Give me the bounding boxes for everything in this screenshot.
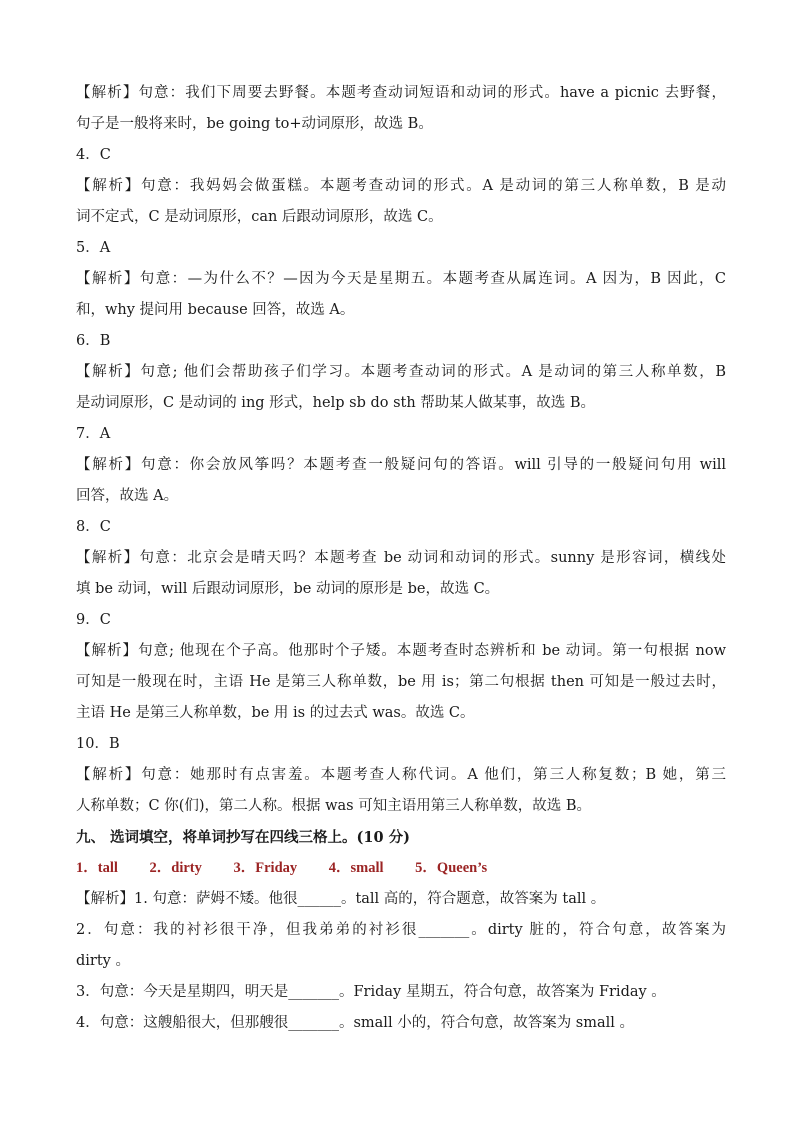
text-line: 【解析】句意：你会放风筝吗？本题考查一般疑问句的答语。will 引导的一般疑问句用 will xyxy=(76,457,726,473)
text-line: 【解析】句意; 他现在个子高。他那时个子矮。本题考查时态辨析和 be 动词。第一句根据 now xyxy=(76,643,726,659)
answer-2: 2．dirty xyxy=(149,860,202,876)
answer-4: 4．small xyxy=(328,860,384,876)
text-line: 10．B xyxy=(76,736,120,752)
text-line: 【解析】句意：我妈妈会做蛋糕。本题考查动词的形式。A 是动词的第三人称单数，B 是动 xyxy=(76,178,726,194)
answer-key-row xyxy=(76,853,726,884)
text-line: 【解析】句意; 他们会帮助孩子们学习。本题考查动词的形式。A 是动词的第三人称单数，B xyxy=(76,364,726,380)
text-line: 回答，故选 A。 xyxy=(76,488,179,504)
section-heading: 九、 选词填空，将单词抄写在四线三格上。(10 分) xyxy=(76,829,410,846)
text-line: 【解析】句意：北京会是晴天吗？本题考查 be 动词和动词的形式。sunny 是形容词，横线处 xyxy=(76,550,726,566)
text-line: 【解析】句意：她那时有点害羞。本题考查人称代词。A 他们，第三人称复数；B 她，第三 xyxy=(76,767,726,783)
text-line: 主语 He 是第三人称单数，be 用 is 的过去式 was。故选 C。 xyxy=(76,705,475,721)
text-line: 【解析】句意：我们下周要去野餐。本题考查动词短语和动词的形式。have a picnic 去野餐， xyxy=(76,85,726,101)
answer-5: 5．Queen’s xyxy=(415,860,488,876)
text-line: 7．A xyxy=(76,426,111,442)
text-line: 和，why 提问用 because 回答，故选 A。 xyxy=(76,302,355,318)
text-line: 4．C xyxy=(76,147,111,163)
answer-1: 1．tall xyxy=(76,860,118,876)
text-line: 4．句意：这艘船很大，但那艘很_______。small 小的，符合句意，故答案为 small 。 xyxy=(76,1015,635,1031)
text-line: 8．C xyxy=(76,519,111,535)
text-line: 【解析】句意：—为什么不？—因为今天是星期五。本题考查从属连词。A 因为，B 因此，C xyxy=(76,271,726,287)
text-line: 词不定式，C 是动词原形，can 后跟动词原形，故选 C。 xyxy=(76,209,443,225)
text-line: 句子是一般将来时，be going to+动词原形，故选 B。 xyxy=(76,116,433,132)
text-line: 是动词原形，C 是动词的 ing 形式，help sb do sth 帮助某人做某事，故选 B。 xyxy=(76,395,596,411)
text-line: 填 be 动词，will 后跟动词原形，be 动词的原形是 be，故选 C。 xyxy=(76,581,500,597)
text-line: dirty 。 xyxy=(76,953,130,969)
text-line: 6．B xyxy=(76,333,111,349)
text-line: 9．C xyxy=(76,612,111,628)
document-content xyxy=(76,78,726,1039)
text-line: 5．A xyxy=(76,240,111,256)
explanations-block xyxy=(76,78,726,822)
fill-in-explanations-block xyxy=(76,884,726,1039)
answer-3: 3．Friday xyxy=(233,860,298,876)
text-line: 3．句意：今天是星期四，明天是_______。Friday 星期五，符合句意，故答案为 Friday 。 xyxy=(76,984,666,1000)
text-line: 人称单数；C 你(们)，第二人称。根据 was 可知主语用第三人称单数，故选 B。 xyxy=(76,798,591,814)
text-line: 2．句意：我的衬衫很干净，但我弟弟的衬衫很_______。dirty 脏的，符合句意，故答案为 xyxy=(76,922,726,938)
text-line: 可知是一般现在时，主语 He 是第三人称单数，be 用 is；第二句根据 then 可知是一般过去时， xyxy=(76,674,726,690)
text-line: 【解析】1. 句意：萨姆不矮。他很______。tall 高的，符合题意，故答案为 tall 。 xyxy=(76,891,606,907)
